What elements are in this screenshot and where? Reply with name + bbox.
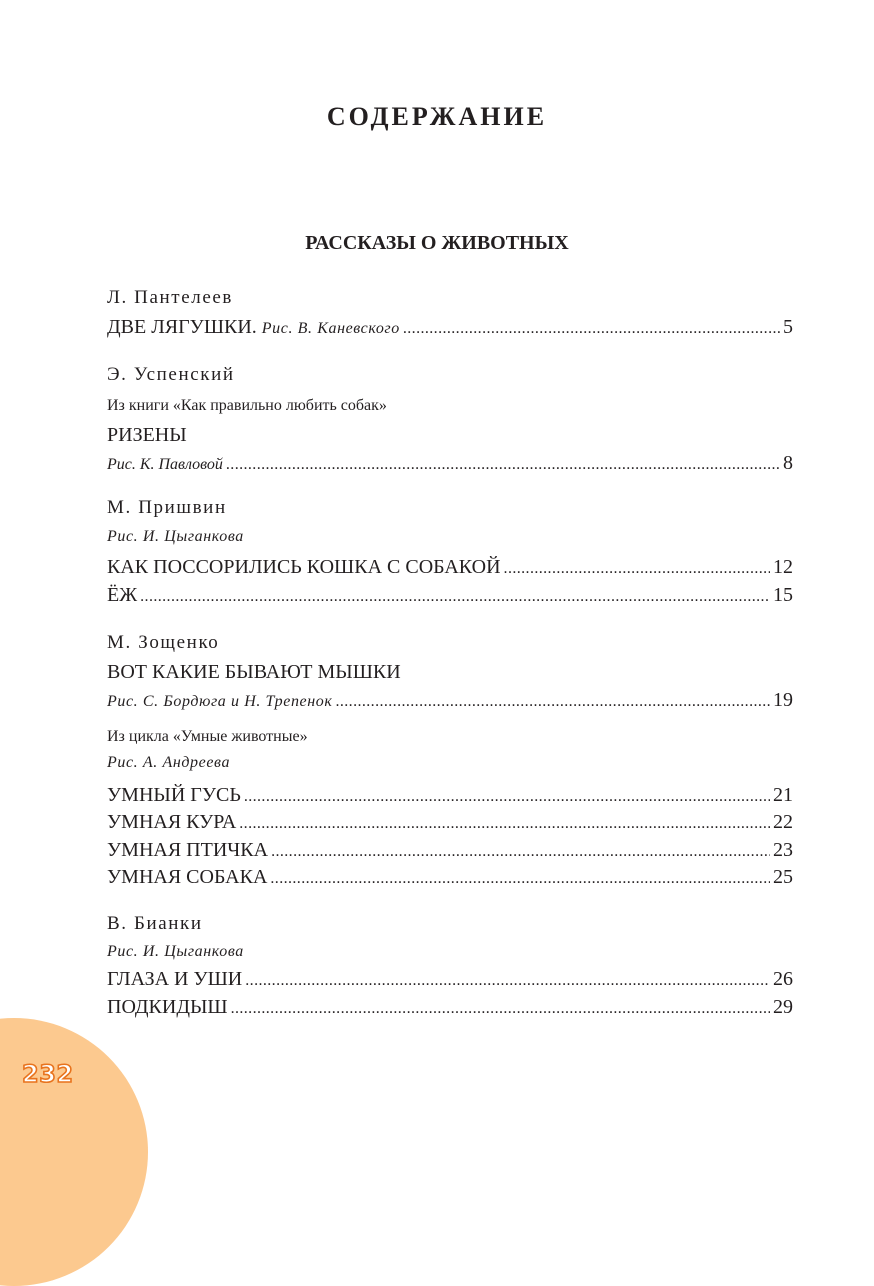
page-corner-decoration (0, 1018, 148, 1286)
toc-entry[interactable] (107, 689, 793, 712)
story-title: ПОДКИДЫШ (107, 996, 228, 1018)
illustrator-credit: Рис. А. Андреева (107, 754, 231, 771)
page-number: 232 (22, 1060, 74, 1088)
author-name: М. Зощенко (107, 632, 220, 653)
story-title: ДВЕ ЛЯГУШКИ. (107, 316, 257, 338)
dot-leader (231, 1000, 770, 1018)
story-title: УМНАЯ СОБАКА (107, 866, 268, 888)
story-title: ГЛАЗА И УШИ (107, 968, 243, 990)
dot-leader (271, 843, 770, 861)
toc-entry-title (107, 316, 400, 339)
dot-leader (226, 456, 780, 474)
page-ref: 19 (773, 689, 793, 711)
toc-entry[interactable] (107, 784, 793, 807)
dot-leader (403, 320, 780, 338)
page-ref: 5 (783, 316, 793, 338)
story-title: ЁЖ (107, 584, 138, 606)
story-title: УМНАЯ ПТИЧКА (107, 839, 269, 861)
author-name: М. Пришвин (107, 497, 227, 518)
story-heading: РИЗЕНЫ (107, 424, 187, 446)
author-name: В. Бианки (107, 913, 203, 934)
page-ref: 15 (773, 584, 793, 606)
cycle-note: Из цикла «Умные животные» (107, 728, 308, 745)
page-ref: 21 (773, 784, 793, 806)
dot-leader (270, 870, 770, 888)
toc-entry[interactable] (107, 968, 793, 991)
book-note: Из книги «Как правильно любить собак» (107, 397, 387, 414)
dot-leader (504, 560, 770, 578)
dot-leader (245, 972, 770, 990)
toc-entry[interactable] (107, 316, 793, 339)
page-ref: 23 (773, 839, 793, 861)
page-ref: 29 (773, 996, 793, 1018)
dot-leader (140, 588, 770, 606)
page-ref: 26 (773, 968, 793, 990)
illustrator-credit: Рис. С. Бордюга и Н. Трепенок (107, 693, 333, 710)
toc-entry[interactable] (107, 866, 793, 889)
toc-entry[interactable] (107, 452, 793, 475)
section-heading: РАССКАЗЫ О ЖИВОТНЫХ (305, 232, 569, 254)
story-title: УМНЫЙ ГУСЬ (107, 784, 241, 806)
illustrator-credit: Рис. И. Цыганкова (107, 943, 244, 960)
story-title: КАК ПОССОРИЛИСЬ КОШКА С СОБАКОЙ (107, 556, 501, 578)
page-title: СОДЕРЖАНИЕ (326, 102, 548, 131)
toc-entry[interactable] (107, 584, 793, 607)
story-heading: ВОТ КАКИЕ БЫВАЮТ МЫШКИ (107, 661, 401, 683)
page-ref: 8 (783, 452, 793, 474)
page-ref: 25 (773, 866, 793, 888)
illustrator-credit: Рис. В. Каневского (261, 320, 400, 337)
toc-entry[interactable] (107, 811, 793, 834)
toc-entry[interactable] (107, 556, 793, 579)
illustrator-credit: Рис. К. Павловой (107, 456, 223, 473)
page-ref: 12 (773, 556, 793, 578)
illustrator-credit: Рис. И. Цыганкова (107, 528, 244, 545)
toc-entry[interactable] (107, 839, 793, 862)
toc-entry[interactable] (107, 996, 793, 1019)
dot-leader (335, 693, 770, 711)
dot-leader (244, 788, 770, 806)
author-name: Л. Пантелеев (107, 287, 233, 308)
dot-leader (239, 815, 770, 833)
page-ref: 22 (773, 811, 793, 833)
author-name: Э. Успенский (107, 364, 235, 385)
story-title: УМНАЯ КУРА (107, 811, 237, 833)
